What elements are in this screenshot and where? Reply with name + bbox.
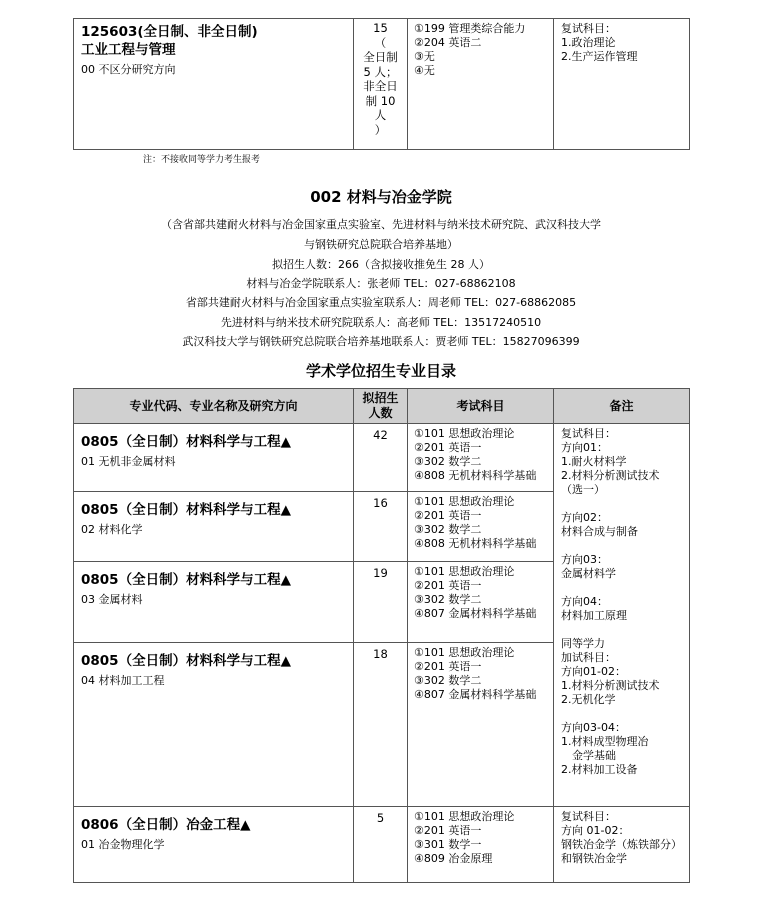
quota-cell: 42 — [354, 424, 408, 492]
exam-item: ④807 金属材料科学基础 — [414, 688, 537, 701]
quota-cell — [354, 19, 408, 150]
exam-item: ②201 英语一 — [414, 824, 482, 837]
exam-item: ③302 数学二 — [414, 455, 482, 468]
note-line: 金属材料学 — [561, 567, 616, 580]
exam-cell — [408, 19, 554, 150]
exam-item: ④809 冶金原理 — [414, 852, 493, 865]
table-row — [74, 424, 690, 492]
quota-cell: 18 — [354, 643, 408, 807]
note-line: 2.材料加工设备 — [561, 763, 638, 776]
college-info-line: 拟招生人数：266（含拟接收推免生 28 人） — [272, 258, 490, 271]
quota-line: 5 人； — [363, 64, 398, 79]
note-line: 复试科目： — [561, 810, 616, 823]
exam-cell — [408, 562, 554, 643]
exam-item: ④807 金属材料科学基础 — [414, 607, 537, 620]
note-line: 复试科目： — [561, 22, 616, 35]
program-name: 0805（全日制）材料科学与工程▲ — [81, 434, 291, 450]
quota-line: ） — [374, 122, 387, 137]
quota-line: 15 — [373, 21, 388, 35]
note-line: 1.耐火材料学 — [561, 455, 627, 468]
exam-cell — [408, 492, 554, 562]
note-line: 1.政治理论 — [561, 36, 616, 49]
header-program: 专业代码、专业名称及研究方向 — [74, 389, 354, 424]
note-line: 方向02： — [561, 511, 608, 524]
note-line: 同等学力 — [561, 637, 605, 650]
quota-line: （ — [374, 35, 387, 50]
exam-item: ③302 数学二 — [414, 674, 482, 687]
exam-item: ①101 思想政治理论 — [414, 495, 515, 508]
note-line: 复试科目： — [561, 427, 616, 440]
college-info-line: 与钢铁研究总院联合培养基地） — [304, 238, 458, 251]
exam-item: ③302 数学二 — [414, 523, 482, 536]
exam-item: ①101 思想政治理论 — [414, 646, 515, 659]
college-info-line: 省部共建耐火材料与冶金国家重点实验室联系人：周老师 TEL：027-68862085 — [185, 296, 577, 309]
table-row — [74, 19, 690, 150]
note-line: 金学基础 — [572, 749, 616, 762]
exam-item: ①199 管理类综合能力 — [414, 22, 526, 35]
table-row — [74, 807, 690, 883]
program-code: 125603(全日制、非全日制) — [81, 24, 258, 40]
program-direction: 04 材料加工工程 — [81, 674, 165, 687]
exam-item: ②201 英语一 — [414, 660, 482, 673]
college-title: 002 材料与冶金学院 — [310, 188, 452, 206]
note-line: 2.材料分析测试技术 — [561, 469, 660, 482]
note-cell — [554, 19, 690, 150]
quota-cell: 19 — [354, 562, 408, 643]
exam-cell — [408, 424, 554, 492]
exam-item: ②201 英语一 — [414, 509, 482, 522]
note-line: 方向01-02： — [561, 665, 626, 678]
program-cell — [74, 643, 354, 807]
quota-line: 人 — [374, 108, 387, 122]
quota-cell: 16 — [354, 492, 408, 562]
exam-item: ①101 思想政治理论 — [414, 810, 515, 823]
note-line: 材料加工原理 — [561, 609, 627, 622]
note-line: 方向03： — [561, 553, 608, 566]
exam-item: ③无 — [414, 50, 435, 63]
college-info-line: 材料与冶金学院联系人：张老师 TEL：027-68862108 — [246, 277, 516, 290]
note-line: 加试科目： — [561, 651, 616, 664]
program-direction: 03 金属材料 — [81, 593, 143, 606]
quota-cell: 5 — [354, 807, 408, 883]
exam-item: ④无 — [414, 64, 435, 77]
program-cell — [74, 807, 354, 883]
exam-item: ②201 英语一 — [414, 579, 482, 592]
college-info-line: 先进材料与纳米技术研究院联系人：高老师 TEL：13517240510 — [220, 316, 542, 329]
exam-item: ①101 思想政治理论 — [414, 427, 515, 440]
program-cell — [74, 19, 354, 150]
top-program-table — [73, 18, 690, 150]
program-direction: 01 无机非金属材料 — [81, 455, 176, 468]
note-line: 2.无机化学 — [561, 693, 616, 706]
note-line: 2.生产运作管理 — [561, 50, 638, 63]
exam-item: ②201 英语一 — [414, 441, 482, 454]
header-notes: 备注 — [554, 389, 690, 424]
college-info-line: （含省部共建耐火材料与冶金国家重点实验室、先进材料与纳米技术研究院、武汉科技大学 — [161, 218, 601, 231]
note-line: 材料合成与制备 — [561, 525, 638, 538]
exam-cell — [408, 643, 554, 807]
program-catalog-table — [73, 388, 690, 883]
exam-item: ②204 英语二 — [414, 36, 482, 49]
program-name: 0805（全日制）材料科学与工程▲ — [81, 653, 291, 669]
program-direction: 02 材料化学 — [81, 523, 143, 536]
note-line: 1.材料成型物理冶 — [561, 735, 649, 748]
program-name: 0805（全日制）材料科学与工程▲ — [81, 572, 291, 588]
quota-line: 制 10 — [365, 93, 396, 108]
exam-item: ④808 无机材料科学基础 — [414, 469, 537, 482]
exam-item: ①101 思想政治理论 — [414, 565, 515, 578]
program-name: 工业工程与管理 — [81, 42, 176, 58]
program-cell — [74, 492, 354, 562]
quota-line: 非全日 — [363, 79, 398, 93]
quota-line: 全日制 — [363, 50, 398, 64]
program-name: 0806（全日制）冶金工程▲ — [81, 817, 251, 833]
exam-item: ③301 数学一 — [414, 838, 482, 851]
note-line: 钢铁冶金学（炼铁部分）和钢铁冶金学 — [561, 838, 682, 865]
note-line: 方向01： — [561, 441, 608, 454]
exam-item: ④808 无机材料科学基础 — [414, 537, 537, 550]
note-line: （选一） — [561, 483, 605, 496]
note-cell — [554, 807, 690, 883]
header-quota: 拟招生人数 — [354, 389, 408, 424]
exam-cell — [408, 807, 554, 883]
footnote: 注：不接收同等学力考生报考 — [143, 155, 261, 165]
program-name: 0805（全日制）材料科学与工程▲ — [81, 502, 291, 518]
college-info-line: 武汉科技大学与钢铁研究总院联合培养基地联系人：贾老师 TEL：15827096399 — [182, 335, 580, 348]
program-cell — [74, 562, 354, 643]
note-line: 方向04： — [561, 595, 608, 608]
note-line: 1.材料分析测试技术 — [561, 679, 660, 692]
exam-item: ③302 数学二 — [414, 593, 482, 606]
section-title: 学术学位招生专业目录 — [305, 362, 456, 380]
program-direction: 00 不区分研究方向 — [81, 63, 176, 76]
note-line: 方向03-04： — [561, 721, 626, 734]
merged-note-cell — [554, 424, 690, 807]
program-cell — [74, 424, 354, 492]
table-header-row — [74, 389, 690, 424]
note-line: 方向 01-02： — [561, 824, 630, 837]
header-exams: 考试科目 — [408, 389, 554, 424]
program-direction: 01 冶金物理化学 — [81, 838, 165, 851]
